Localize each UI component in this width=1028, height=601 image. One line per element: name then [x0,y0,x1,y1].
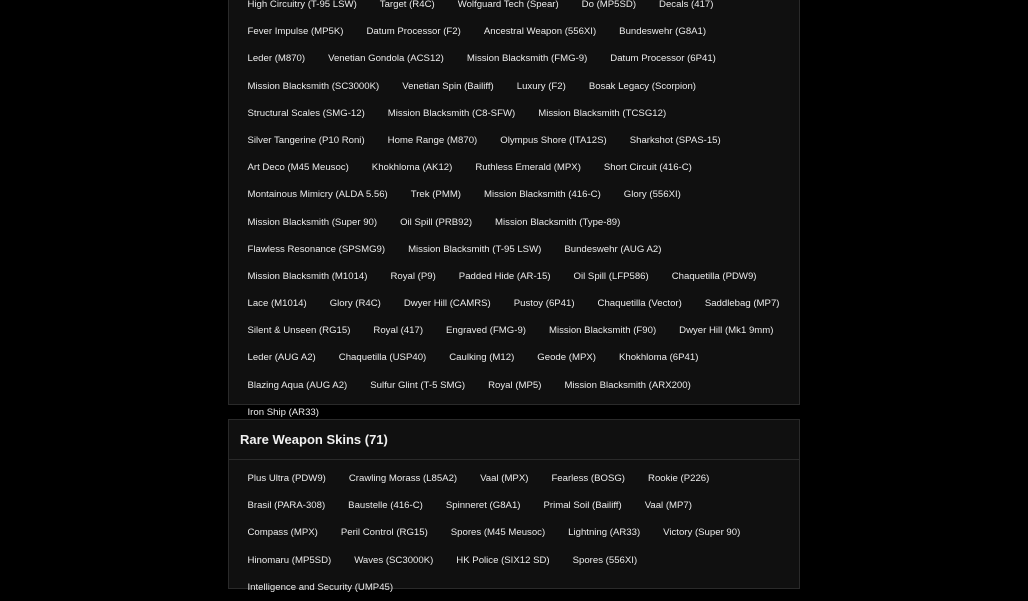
skin-link[interactable]: Wolfguard Tech (Spear) [457,0,559,10]
skin-link[interactable]: Royal (MP5) [488,379,542,391]
skin-link[interactable]: Lightning (AR33) [568,527,641,539]
skin-link[interactable]: Home Range (M870) [387,134,478,146]
skin-link[interactable]: Mission Blacksmith (Type-89) [495,216,621,228]
skin-link[interactable]: HK Police (SIX12 SD) [456,554,550,566]
skin-link[interactable]: Sulfur Glint (T-5 SMG) [370,379,466,391]
skin-link[interactable]: Chaquetilla (PDW9) [671,270,757,282]
skin-link[interactable]: Dwyer Hill (Mk1 9mm) [679,325,774,337]
skin-link[interactable]: Structural Scales (SMG-12) [247,107,365,119]
skin-link[interactable]: Silver Tangerine (P10 Roni) [247,134,365,146]
skin-link[interactable]: Glory (R4C) [329,298,381,310]
skin-link[interactable]: Bundeswehr (G8A1) [619,26,707,38]
skin-list [229,0,799,426]
skin-link[interactable]: Spores (556XI) [572,554,638,566]
skin-link[interactable]: Geode (MPX) [537,352,596,364]
skin-link[interactable]: Khokhloma (AK12) [371,162,453,174]
skin-link[interactable]: Olympus Shore (ITA12S) [500,134,607,146]
skin-link[interactable]: Ancestral Weapon (556XI) [483,26,597,38]
skin-link[interactable]: Flawless Resonance (SPSMG9) [247,243,386,255]
skin-link[interactable]: Mission Blacksmith (M1014) [247,270,368,282]
skin-link[interactable]: Royal (417) [373,325,424,337]
skin-link[interactable]: Short Circuit (416-C) [603,162,692,174]
skin-link[interactable]: Mission Blacksmith (T-95 LSW) [408,243,542,255]
skin-link[interactable]: Brasil (PARA-308) [247,500,326,512]
skin-link[interactable]: Padded Hide (AR-15) [458,270,551,282]
skin-link[interactable]: Chaquetilla (USP40) [338,352,427,364]
skin-link[interactable]: Montainous Mimicry (ALDA 5.56) [247,189,388,201]
skin-link[interactable]: Bundeswehr (AUG A2) [564,243,662,255]
skin-link[interactable]: Fearless (BOSG) [551,473,626,484]
skin-link[interactable]: Hinomaru (MP5SD) [247,554,332,566]
skin-link[interactable]: Mission Blacksmith (416-C) [484,189,601,201]
epic-skins-panel [228,0,800,418]
skin-link[interactable]: Oil Spill (PRB92) [400,216,473,228]
skin-link[interactable]: Primal Soil (Bailiff) [543,500,622,512]
skin-link[interactable]: Spinneret (G8A1) [445,500,521,512]
skin-link[interactable]: Leder (M870) [247,53,306,65]
section-title: Rare Weapon Skins (71) [240,432,388,447]
skin-link[interactable]: Target (R4C) [379,0,435,10]
rare-skins-panel [228,419,800,593]
skin-link[interactable]: Ruthless Emerald (MPX) [475,162,581,174]
skin-link[interactable]: Datum Processor (F2) [366,26,461,38]
skin-link[interactable]: Datum Processor (6P41) [610,53,716,65]
skin-link[interactable]: Waves (SC3000K) [354,554,434,566]
skin-list [229,460,799,601]
skin-link[interactable]: Luxury (F2) [516,80,566,92]
skin-link[interactable]: Blazing Aqua (AUG A2) [247,379,348,391]
skin-link[interactable]: Mission Blacksmith (ARX200) [564,379,691,391]
skin-link[interactable]: Leder (AUG A2) [247,352,316,364]
skin-link[interactable]: Khokhloma (6P41) [618,352,699,364]
skin-link[interactable]: Mission Blacksmith (TCSG12) [538,107,667,119]
skin-link[interactable]: Venetian Spin (Bailiff) [402,80,494,92]
skin-link[interactable]: Bosak Legacy (Scorpion) [588,80,696,92]
skin-link[interactable]: Sharkshot (SPAS-15) [629,134,721,146]
skin-link[interactable]: Iron Ship (AR33) [247,406,319,418]
skin-link[interactable]: Engraved (FMG-9) [446,325,526,337]
section-header [229,420,799,460]
skin-link[interactable]: Mission Blacksmith (C8-SFW) [387,107,516,119]
skin-link[interactable]: Mission Blacksmith (FMG-9) [466,53,588,65]
skin-link[interactable]: Venetian Gondola (ACS12) [328,53,444,65]
skin-link[interactable]: Vaal (MPX) [480,473,529,484]
skin-link[interactable]: Oil Spill (LFP586) [573,270,649,282]
skin-link[interactable]: Vaal (MP7) [644,500,692,512]
skin-link[interactable]: Do (MP5SD) [581,0,637,10]
skin-link[interactable]: Spores (M45 Meusoc) [450,527,546,539]
skin-link[interactable]: Intelligence and Security (UMP45) [247,581,394,593]
skin-link[interactable]: Lace (M1014) [247,298,307,310]
skin-link[interactable]: Art Deco (M45 Meusoc) [247,162,349,174]
skin-link[interactable]: Silent & Unseen (RG15) [247,325,351,337]
skin-link[interactable]: Mission Blacksmith (Super 90) [247,216,378,228]
skin-link[interactable]: Peril Control (RG15) [340,527,428,539]
skin-link[interactable]: Chaquetilla (Vector) [597,298,682,310]
skin-link[interactable]: Pustoy (6P41) [513,298,575,310]
skin-link[interactable]: Mission Blacksmith (F90) [548,325,657,337]
skin-link[interactable]: Royal (P9) [390,270,436,282]
skin-link[interactable]: Saddlebag (MP7) [704,298,780,310]
skin-link[interactable]: Rookie (P226) [648,473,710,484]
skin-link[interactable]: Compass (MPX) [247,527,318,539]
skin-link[interactable]: Caulking (M12) [449,352,515,364]
skin-link[interactable]: Dwyer Hill (CAMRS) [403,298,491,310]
skin-link[interactable]: High Circuitry (T-95 LSW) [247,0,357,10]
skin-link[interactable]: Victory (Super 90) [663,527,741,539]
skin-link[interactable]: Plus Ultra (PDW9) [247,473,326,484]
skin-link[interactable]: Fever Impulse (MP5K) [247,26,344,38]
skin-link[interactable]: Glory (556XI) [623,189,681,201]
skin-link[interactable]: Trek (PMM) [410,189,462,201]
skin-link[interactable]: Mission Blacksmith (SC3000K) [247,80,380,92]
skin-link[interactable]: Crawling Morass (L85A2) [348,473,458,484]
skin-link[interactable]: Baustelle (416-C) [348,500,423,512]
skin-link[interactable]: Decals (417) [659,0,714,10]
